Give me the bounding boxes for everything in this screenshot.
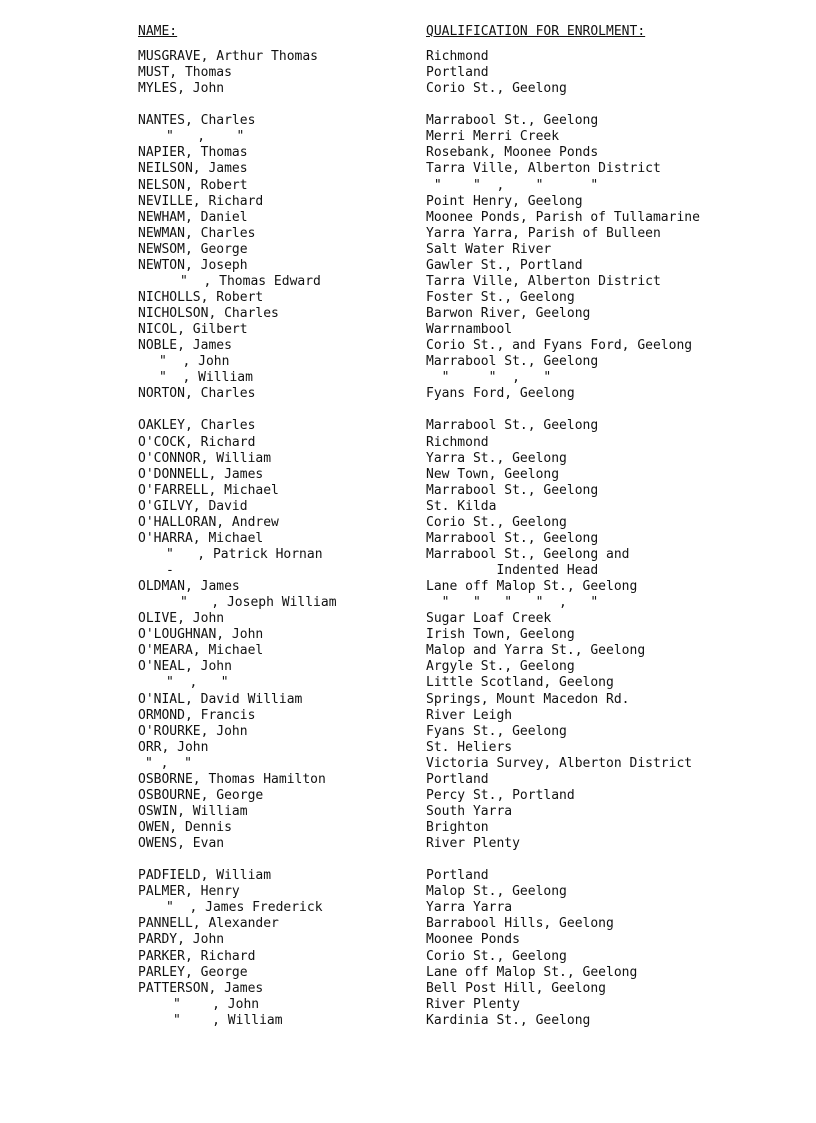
enrolment-qualification: Tarra Ville, Alberton District [426,161,661,177]
enrolment-qualification: Argyle St., Geelong [426,659,575,675]
elector-name: PATTERSON, James [138,980,264,996]
enrolment-qualification: Marrabool St., Geelong [426,530,599,546]
enrolment-qualification: Sugar Loaf Creek [426,611,552,627]
list-item [0,579,816,595]
elector-name: NEWHAM, Daniel [138,209,248,225]
elector-name: " , " [166,129,245,145]
list-item [0,49,816,65]
elector-name: NOBLE, James [138,338,232,354]
elector-name: NICOL, Gilbert [138,322,248,338]
enrolment-qualification: Lane off Malop St., Geelong [426,964,638,980]
enrolment-qualification: Percy St., Portland [426,787,575,803]
enrolment-qualification: Lane off Malop St., Geelong [426,579,638,595]
list-item [0,65,816,81]
list-item [0,113,816,129]
list-item [0,627,816,643]
list-item [0,451,816,467]
enrolment-qualification: Bell Post Hill, Geelong [426,980,607,996]
enrolment-qualification: Springs, Mount Macedon Rd. [426,691,630,707]
list-item [0,659,816,675]
list-item [0,804,816,820]
enrolment-list [0,49,816,1029]
list-item [0,868,816,884]
elector-name: NEWMAN, Charles [138,225,256,241]
list-item [0,772,816,788]
list-item [0,370,816,386]
name-column-header: NAME: [138,24,178,39]
list-item [0,1013,816,1029]
elector-name: O'NEAL, John [138,659,232,675]
list-item [0,418,816,434]
elector-name: O'LOUGHNAN, John [138,627,264,643]
enrolment-qualification: Marrabool St., Geelong [426,354,599,370]
list-item [0,900,816,916]
enrolment-qualification: Fyans Ford, Geelong [426,386,575,402]
enrolment-qualification: Moonee Ponds [426,932,520,948]
elector-name: " , John [159,354,230,370]
elector-name: NAPIER, Thomas [138,145,248,161]
elector-name: " , Thomas Edward [180,273,321,289]
enrolment-qualification: Fyans St., Geelong [426,723,567,739]
enrolment-qualification: Portland [426,868,489,884]
elector-name: PANNELL, Alexander [138,916,279,932]
list-item [0,997,816,1013]
elector-name: O'ROURKE, John [138,723,248,739]
elector-name: " , William [159,370,253,386]
enrolment-qualification: Rosebank, Moonee Ponds [426,145,599,161]
elector-name: " , Joseph William [180,595,337,611]
elector-name: O'MEARA, Michael [138,643,264,659]
enrolment-qualification: Portland [426,771,489,787]
elector-name: O'HARRA, Michael [138,530,264,546]
enrolment-qualification: Richmond [426,49,489,64]
list-item [0,563,816,579]
enrolment-qualification: Salt Water River [426,241,552,257]
section-spacer [0,402,816,418]
enrolment-qualification: River Leigh [426,707,513,723]
elector-name: NEILSON, James [138,161,248,177]
enrolment-qualification: Point Henry, Geelong [426,193,583,209]
elector-name: NANTES, Charles [138,113,256,129]
enrolment-qualification: Marrabool St., Geelong [426,113,599,129]
list-item [0,499,816,515]
elector-name: MUST, Thomas [138,65,232,81]
enrolment-qualification: Marrabool St., Geelong [426,418,599,434]
elector-name: PARDY, John [138,932,225,948]
list-item [0,724,816,740]
enrolment-qualification: Kardinia St., Geelong [426,1012,591,1028]
elector-name: OSBOURNE, George [138,787,264,803]
list-item [0,322,816,338]
enrolment-qualification: South Yarra [426,803,513,819]
enrolment-qualification: Merri Merri Creek [426,129,560,145]
list-item [0,178,816,194]
elector-name: PARKER, Richard [138,948,256,964]
qualification-column-header: QUALIFICATION FOR ENROLMENT: [426,24,646,39]
enrolment-qualification: Brighton [426,820,489,835]
elector-name: - [166,563,174,578]
elector-name: O'CONNOR, William [138,450,272,466]
list-item [0,708,816,724]
elector-name: NICHOLSON, Charles [138,306,279,321]
enrolment-qualification: " " , " [426,370,552,386]
elector-name: OLIVE, John [138,611,225,627]
list-item [0,756,816,772]
enrolment-qualification: Gawler St., Portland [426,257,583,273]
list-item [0,788,816,804]
enrolment-qualification: Yarra St., Geelong [426,450,567,466]
elector-name: MYLES, John [138,81,225,97]
list-item [0,965,816,981]
elector-name: MUSGRAVE, Arthur Thomas [138,49,319,64]
list-item [0,354,816,370]
list-item [0,949,816,965]
list-item [0,210,816,226]
enrolment-qualification: Yarra Yarra [426,900,513,916]
enrolment-qualification: Corio St., Geelong [426,81,567,97]
elector-name: OSBORNE, Thomas Hamilton [138,771,326,787]
elector-name: " , James Frederick [166,900,323,916]
list-item [0,145,816,161]
enrolment-qualification: Moonee Ponds, Parish of Tullamarine [426,209,700,225]
elector-name: NORTON, Charles [138,386,256,402]
enrolment-qualification: Corio St., Geelong [426,514,567,530]
list-item [0,515,816,531]
enrolment-qualification: Richmond [426,434,489,450]
elector-name: NEWTON, Joseph [138,257,248,273]
list-item [0,258,816,274]
elector-name: O'NIAL, David William [138,691,303,707]
elector-name: NEWSOM, George [138,241,248,257]
elector-name: " , " [145,755,192,771]
elector-name: O'GILVY, David [138,498,248,514]
elector-name: PALMER, Henry [138,884,240,900]
elector-name: OSWIN, William [138,803,248,819]
enrolment-qualification: Foster St., Geelong [426,289,575,305]
enrolment-qualification: St. Kilda [426,498,497,514]
elector-name: ORMOND, Francis [138,707,256,723]
elector-name: NICHOLLS, Robert [138,289,264,305]
enrolment-qualification: Tarra Ville, Alberton District [426,273,661,289]
enrolment-qualification: Malop and Yarra St., Geelong [426,643,646,659]
list-item [0,290,816,306]
enrolment-qualification: Barrabool Hills, Geelong [426,916,614,932]
list-item [0,386,816,402]
enrolment-qualification: Corio St., Geelong [426,948,567,964]
list-item [0,643,816,659]
list-item [0,611,816,627]
list-item [0,306,816,322]
list-item [0,242,816,258]
enrolment-qualification: River Plenty [426,996,520,1012]
list-item [0,884,816,900]
enrolment-qualification: " " , " " [426,177,599,193]
list-item [0,435,816,451]
elector-name: ORR, John [138,739,209,755]
list-item [0,467,816,483]
list-item [0,675,816,691]
enrolment-qualification: Barwon River, Geelong [426,306,591,321]
list-item [0,129,816,145]
elector-name: O'FARRELL, Michael [138,482,279,498]
list-item [0,338,816,354]
elector-name: OLDMAN, James [138,579,240,595]
list-item [0,595,816,611]
enrolment-qualification: Victoria Survey, Alberton District [426,755,693,771]
section-spacer [0,97,816,113]
elector-name: " , John [173,996,260,1012]
list-item [0,692,816,708]
list-item [0,274,816,290]
list-item [0,547,816,563]
elector-name: " , " [166,675,229,691]
elector-name: OWENS, Evan [138,836,225,852]
elector-name: OWEN, Dennis [138,820,232,835]
enrolment-qualification: Corio St., and Fyans Ford, Geelong [426,338,693,354]
list-item [0,740,816,756]
enrolment-qualification: Warrnambool [426,322,513,338]
elector-name: " , Patrick Hornan [166,546,323,562]
elector-name: O'DONNELL, James [138,466,264,482]
enrolment-qualification: Yarra Yarra, Parish of Bulleen [426,225,661,241]
list-item [0,194,816,210]
enrolment-qualification: Portland [426,65,489,81]
elector-name: PARLEY, George [138,964,248,980]
list-item [0,226,816,242]
section-spacer [0,852,816,868]
enrolment-qualification: Irish Town, Geelong [426,627,575,643]
enrolment-qualification: Little Scotland, Geelong [426,675,614,691]
elector-name: OAKLEY, Charles [138,418,256,434]
enrolment-qualification: Marrabool St., Geelong and [426,546,630,562]
list-item [0,836,816,852]
enrolment-qualification: New Town, Geelong [426,466,560,482]
list-item [0,483,816,499]
list-item [0,161,816,177]
enrolment-qualification: River Plenty [426,836,520,852]
list-item [0,81,816,97]
elector-name: NELSON, Robert [138,177,248,193]
list-item [0,531,816,547]
list-item [0,932,816,948]
list-item [0,916,816,932]
elector-name: NEVILLE, Richard [138,193,264,209]
enrolment-qualification: Indented Head [426,563,599,578]
list-item [0,981,816,997]
elector-name: O'COCK, Richard [138,434,256,450]
elector-name: O'HALLORAN, Andrew [138,514,279,530]
elector-name: PADFIELD, William [138,868,272,884]
list-item [0,820,816,836]
elector-name: " , William [173,1012,283,1028]
enrolment-qualification: Marrabool St., Geelong [426,482,599,498]
enrolment-qualification: " " " " , " [426,595,599,611]
enrolment-qualification: Malop St., Geelong [426,884,567,900]
enrolment-qualification: St. Heliers [426,739,513,755]
